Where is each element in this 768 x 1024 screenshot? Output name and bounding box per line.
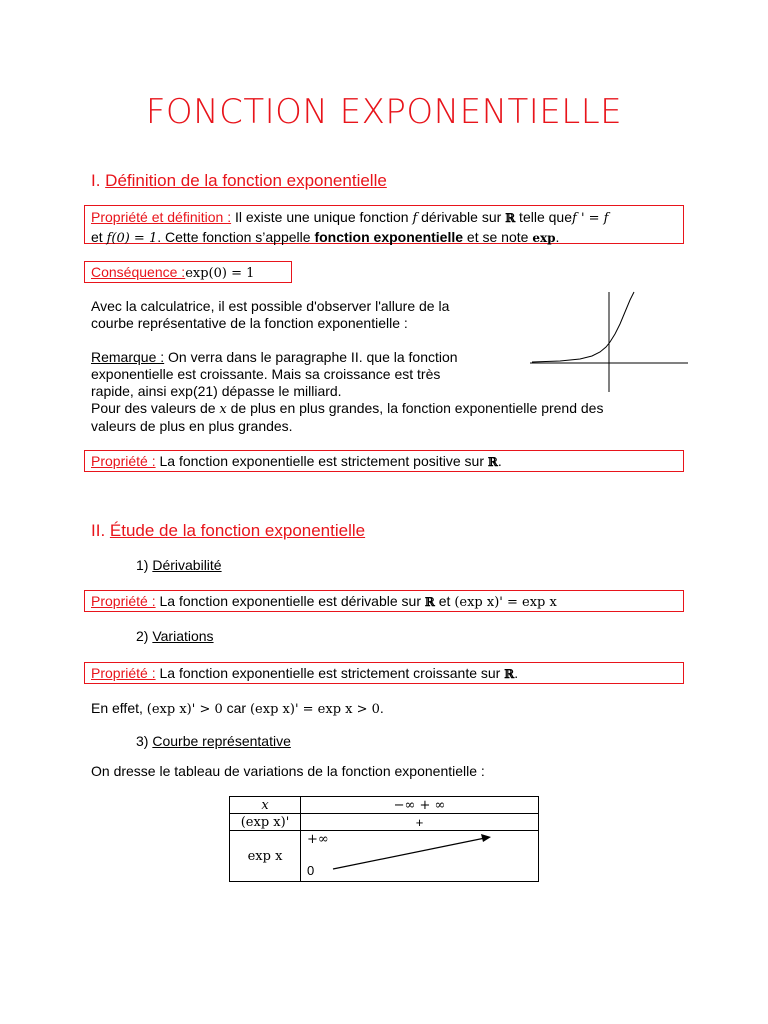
sub3-number: 3)	[136, 733, 153, 749]
box1-exp: exp	[532, 231, 556, 245]
box1-f: f	[412, 211, 418, 226]
remark-line4b: de plus en plus grandes, la fonction exponentielle prend des	[226, 400, 604, 416]
table-function-label: exp x	[230, 831, 301, 882]
box1-bold: fonction exponentielle	[314, 229, 464, 245]
calculator-paragraph	[91, 298, 511, 332]
box3-R: ℝ	[487, 455, 498, 469]
box1-line1	[91, 208, 677, 228]
graph-curve	[532, 292, 634, 362]
remark-line4a: Pour des valeurs de	[91, 400, 220, 416]
positive-property-box	[84, 450, 684, 472]
section-2-title: Étude de la fonction exponentielle	[109, 521, 366, 540]
table-row-x	[230, 797, 539, 814]
section-2-heading	[91, 521, 365, 541]
table-top-value: +∞	[307, 832, 329, 847]
page-title: FONCTION EXPONENTIELLE	[145, 92, 623, 132]
remark-label: Remarque :	[91, 349, 165, 365]
increasing-property-box	[84, 662, 684, 684]
box1-line2	[91, 228, 677, 248]
effet-eq1: (exp x)' > 0	[146, 702, 223, 717]
box3-text: La fonction exponentielle est strictement positive sur	[155, 453, 488, 469]
box4-text: La fonction exponentielle est dérivable sur	[155, 593, 425, 609]
section-1-title: Définition de la fonction exponentielle	[105, 171, 387, 190]
increasing-arrow-icon	[301, 831, 539, 881]
table-row-derivative	[230, 814, 539, 831]
sub1-title: Dérivabilité	[152, 557, 222, 573]
remark-line5: valeurs de plus en plus grandes.	[91, 418, 293, 434]
section-2-number: II.	[91, 521, 110, 540]
section-1-number: I.	[91, 171, 106, 190]
box3-label: Propriété :	[91, 453, 156, 469]
consequence-box	[84, 261, 292, 283]
subheading-curve	[136, 733, 291, 749]
box1-text1: Il existe une unique fonction	[231, 209, 413, 225]
en-effet-line	[91, 700, 384, 717]
table-row-function	[230, 831, 539, 882]
box2-label: Conséquence :	[91, 264, 186, 280]
box1-eq1: f ' = f	[572, 211, 609, 226]
remark-text1: On verra dans le paragraphe II. que la fonction	[164, 349, 458, 365]
box1-eq2: f(0) = 1	[106, 231, 158, 246]
subheading-derivability	[136, 557, 222, 573]
box4-label: Propriété :	[91, 593, 156, 609]
remark-line4	[91, 400, 691, 418]
exponential-curve-graph	[530, 290, 690, 394]
remark-line2: exponentielle est croissante. Mais sa croissance est très	[91, 366, 441, 382]
box1-text4: et	[91, 229, 107, 245]
box5-R: ℝ	[504, 667, 515, 681]
subheading-variations	[136, 628, 214, 644]
box5-end: .	[514, 665, 519, 681]
tableau-intro: On dresse le tableau de variations de la fonction exponentielle :	[91, 763, 485, 779]
table-x-label: x	[230, 797, 301, 814]
table-bottom-value: 0	[307, 863, 315, 878]
box1-text5: . Cette fonction s’appelle	[157, 229, 315, 245]
sub2-number: 2)	[136, 628, 153, 644]
box1-text2: dérivable sur	[417, 209, 506, 225]
box5-label: Propriété :	[91, 665, 156, 681]
para1-line2: courbe représentative de la fonction exponentielle :	[91, 315, 408, 331]
effet-c: .	[379, 700, 384, 716]
box1-text3: telle que	[515, 209, 572, 225]
sub1-number: 1)	[136, 557, 153, 573]
box4-R: ℝ	[424, 595, 435, 609]
box1-label: Propriété et définition :	[91, 209, 232, 225]
sub3-title: Courbe représentative	[152, 733, 291, 749]
effet-eq2: (exp x)' = exp x > 0	[249, 702, 380, 717]
para1-line1: Avec la calculatrice, il est possible d'observer l'allure de la	[91, 298, 450, 314]
table-variation-cell	[301, 831, 539, 882]
remark-x: x	[219, 402, 227, 417]
box2-eq: exp(0) = 1	[185, 266, 255, 281]
box1-text7: .	[555, 229, 560, 245]
property-definition-box	[84, 205, 684, 244]
table-derivative-label: (exp x)'	[230, 814, 301, 831]
box1-R: ℝ	[505, 211, 516, 225]
effet-b: car	[222, 700, 250, 716]
sub2-title: Variations	[152, 628, 214, 644]
table-x-value: −∞ + ∞	[301, 797, 539, 814]
box3-end: .	[497, 453, 502, 469]
table-derivative-sign: +	[301, 814, 539, 831]
box5-text: La fonction exponentielle est strictement croissante sur	[155, 665, 505, 681]
derivable-property-box	[84, 590, 684, 612]
section-1-heading	[91, 171, 387, 191]
box1-text6: et se note	[463, 229, 533, 245]
remark-line3: rapide, ainsi exp(21) dépasse le milliard.	[91, 383, 342, 399]
box4-mid: et	[434, 593, 455, 609]
variation-table	[229, 796, 539, 882]
box4-eq: (exp x)' = exp x	[454, 595, 557, 610]
effet-a: En effet,	[91, 700, 147, 716]
